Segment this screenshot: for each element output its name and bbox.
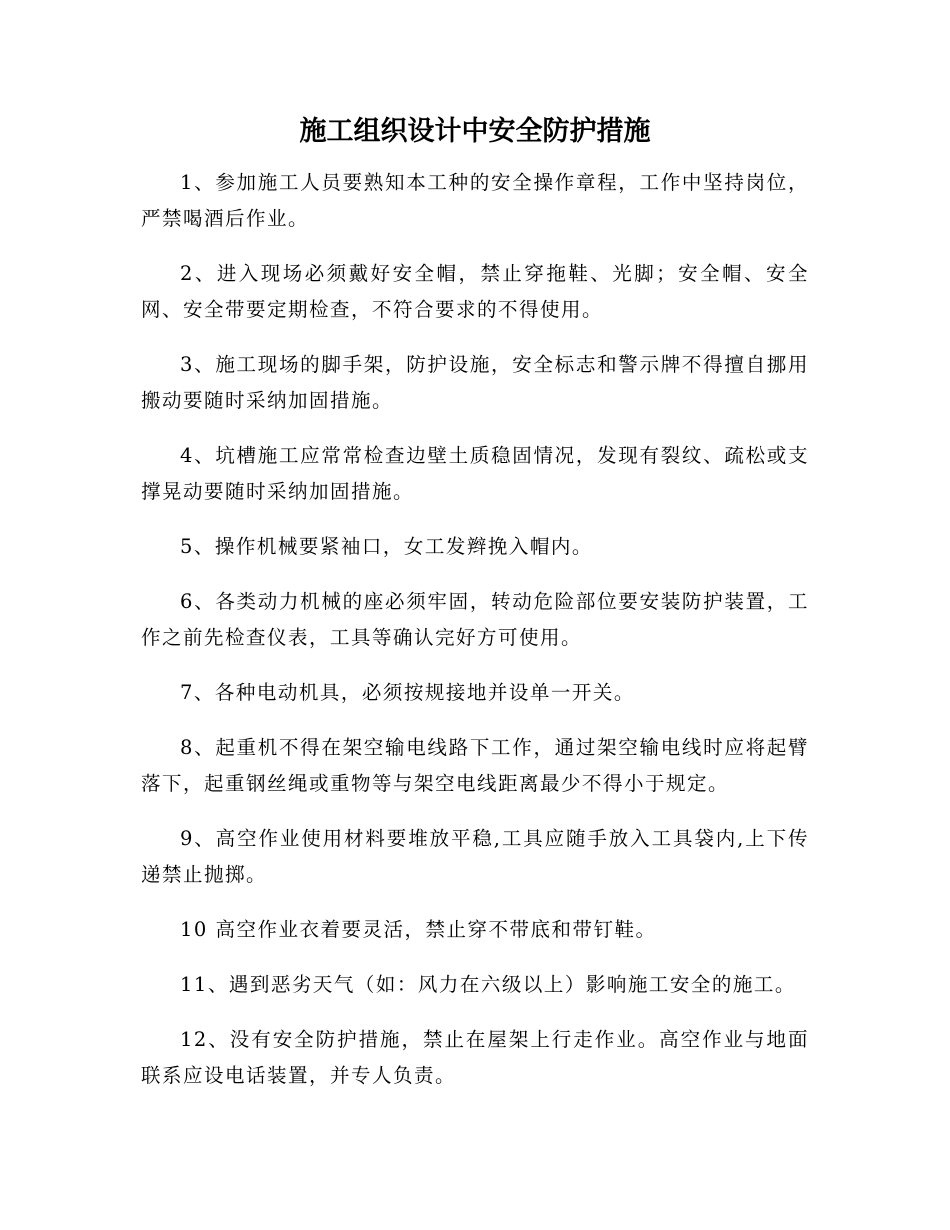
paragraph-7: 7、各种电动机具，必须按规接地并设单一开关。 (180, 681, 635, 704)
document-title: 施工组织设计中安全防护措施 (299, 116, 651, 147)
paragraph-5: 5、操作机械要紧袖口，女工发辫挽入帽内。 (180, 535, 593, 558)
paragraph-2: 2、进入现场必须戴好安全帽，禁止穿拖鞋、光脚；安全帽、安全网、安全带要定期检查，不符合要求的不得使用。 (141, 262, 809, 321)
paragraph-4: 4、坑槽施工应常常检查边壁土质稳固情况，发现有裂纹、疏松或支撑晃动要随时采纳加固措施。 (141, 444, 809, 503)
paragraph-3: 3、施工现场的脚手架，防护设施，安全标志和警示牌不得擅自挪用搬动要随时采纳加固措施。 (141, 353, 809, 412)
paragraph-12: 12、没有安全防护措施，禁止在屋架上行走作业。高空作业与地面联系应设电话装置，并专人负责。 (141, 1028, 809, 1087)
paragraph-10: 10 高空作业衣着要灵活，禁止穿不带底和带钉鞋。 (180, 918, 657, 941)
paragraph-11: 11、遇到恶劣天气（如：风力在六级以上）影响施工安全的施工。 (180, 973, 796, 996)
paragraph-6: 6、各类动力机械的座必须牢固，转动危险部位要安装防护装置，工作之前先检查仪表，工具等确认完好方可使用。 (141, 590, 809, 649)
paragraph-9: 9、高空作业使用材料要堆放平稳,工具应随手放入工具袋内,上下传递禁止抛掷。 (141, 827, 809, 886)
paragraph-8: 8、起重机不得在架空输电线路下工作，通过架空输电线时应将起臂落下，起重钢丝绳或重物等与架空电线距离最少不得小于规定。 (141, 736, 809, 795)
paragraph-1: 1、参加施工人员要熟知本工种的安全操作章程，工作中坚持岗位，严禁喝酒后作业。 (141, 171, 809, 230)
document-body (141, 165, 809, 1113)
